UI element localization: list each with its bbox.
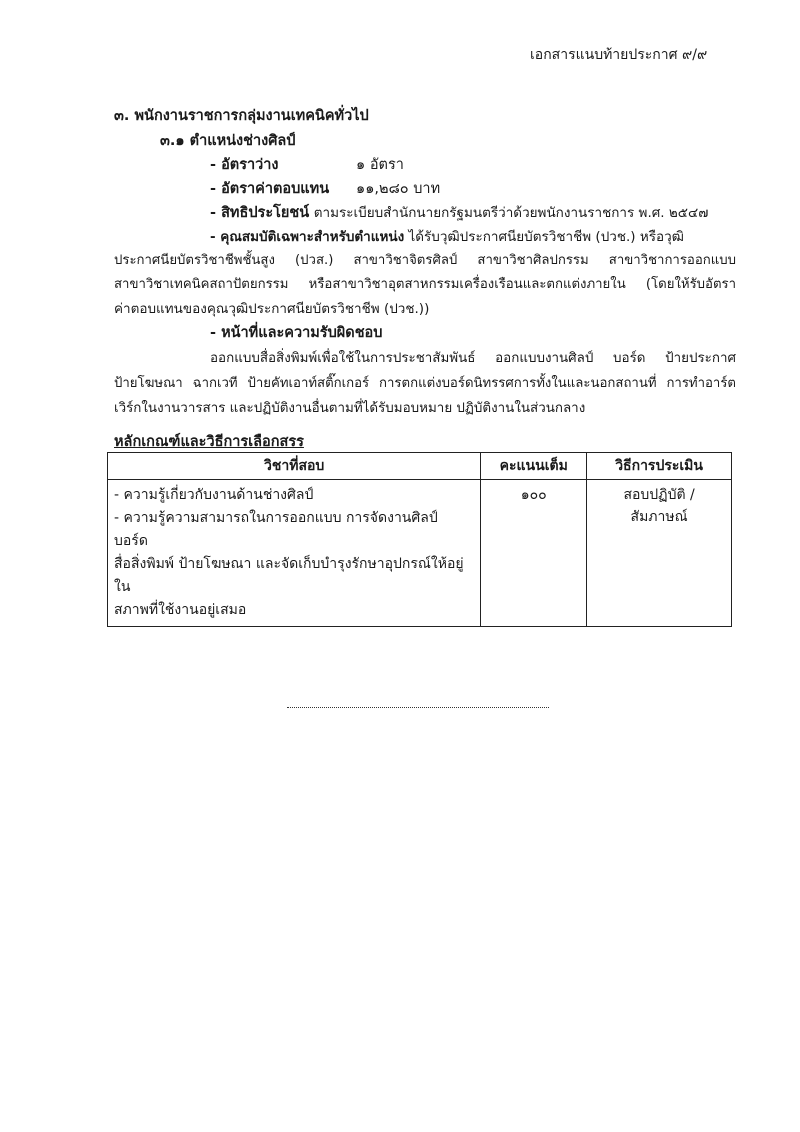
qualification-text-1: ได้รับวุฒิประกาศนียบัตรวิชาชีพ (ปวช.) หรือวุฒิ xyxy=(408,229,684,245)
qualification-text-4: ค่าตอบแทนของคุณวุฒิประกาศนียบัตรวิชาชีพ (ปวช.)) xyxy=(114,301,430,317)
qualification-text-2: ประกาศนียบัตรวิชาชีพชั้นสูง (ปวส.) สาขาวิชาจิตรศิลป์ สาขาวิชาศิลปกรรม สาขาวิชาการออกแบบ xyxy=(114,253,736,268)
qualification-line-1 xyxy=(210,225,736,247)
subject-cell xyxy=(108,480,481,627)
subject-line: - ความรู้ความสามารถในการออกแบบ การจัดงานศิลป์ บอร์ด xyxy=(114,510,438,549)
table-header-row xyxy=(108,453,732,480)
qualification-text-3: สาขาวิชาเทคนิคสถาปัตยกรรม หรือสาขาวิชาอุตสาหกรรมเครื่องเรือนและตกแต่งภายใน (โดยให้รับอัตรา xyxy=(114,277,736,292)
benefits-label: - สิทธิประโยชน์ xyxy=(210,205,310,221)
column-header-score: คะแนนเต็ม xyxy=(481,453,587,480)
duties-text-2: ป้ายโฆษณา ฉากเวที ป้ายคัทเอาท์สติ๊กเกอร์ การตกแต่งบอร์ดนิทรรศการทั้งในและนอกสถานที่ การทำอาร์ต xyxy=(114,376,736,391)
vacancy-value: ๑ อัตรา xyxy=(356,157,404,173)
section-heading: ๓. พนักงานราชการกลุ่มงานเทคนิคทั่วไป xyxy=(114,108,369,124)
position-title: ๓.๑ ตำแหน่งช่างศิลป์ xyxy=(160,133,296,149)
salary-value: ๑๑,๒๘๐ บาท xyxy=(356,181,441,197)
benefits-value: ตามระเบียบสำนักนายกรัฐมนตรีว่าด้วยพนักงานราชการ พ.ศ. ๒๕๔๗ xyxy=(313,205,709,221)
salary-label: - อัตราค่าตอบแทน xyxy=(210,181,330,197)
duties-text-3: เวิร์กในงานวารสาร และปฏิบัติงานอื่นตามที่ได้รับมอบหมาย ปฏิบัติงานในส่วนกลาง xyxy=(114,401,586,416)
page-reference: เอกสารแนบท้ายประกาศ ๙/๙ xyxy=(530,47,708,63)
criteria-heading: หลักเกณฑ์และวิธีการเลือกสรร xyxy=(114,434,304,450)
score-cell: ๑๐๐ xyxy=(481,480,587,627)
benefits-line xyxy=(210,201,736,224)
subject-line: - ความรู้เกี่ยวกับงานด้านช่างศิลป์ xyxy=(114,487,314,503)
column-header-method: วิธีการประเมิน xyxy=(587,453,732,480)
vacancy-label: - อัตราว่าง xyxy=(210,157,279,173)
method-cell: สอบปฏิบัติ / สัมภาษณ์ xyxy=(587,480,732,627)
subject-line: สื่อสิ่งพิมพ์ ป้ายโฆษณา และจัดเก็บบำรุงรักษาอุปกรณ์ให้อยู่ใน xyxy=(114,556,464,595)
subject-line: สภาพที่ใช้งานอยู่เสมอ xyxy=(114,602,247,618)
table-row xyxy=(108,480,732,627)
qualification-label: - คุณสมบัติเฉพาะสำหรับตำแหน่ง xyxy=(210,229,405,245)
dotted-separator xyxy=(287,707,549,708)
duties-text-1: ออกแบบสื่อสิ่งพิมพ์เพื่อใช้ในการประชาสัมพันธ์ ออกแบบงานศิลป์ บอร์ด ป้ายประกาศ xyxy=(210,351,736,366)
column-header-subject: วิชาที่สอบ xyxy=(108,453,481,480)
duties-label: - หน้าที่และความรับผิดชอบ xyxy=(210,325,383,341)
criteria-table xyxy=(107,452,732,627)
